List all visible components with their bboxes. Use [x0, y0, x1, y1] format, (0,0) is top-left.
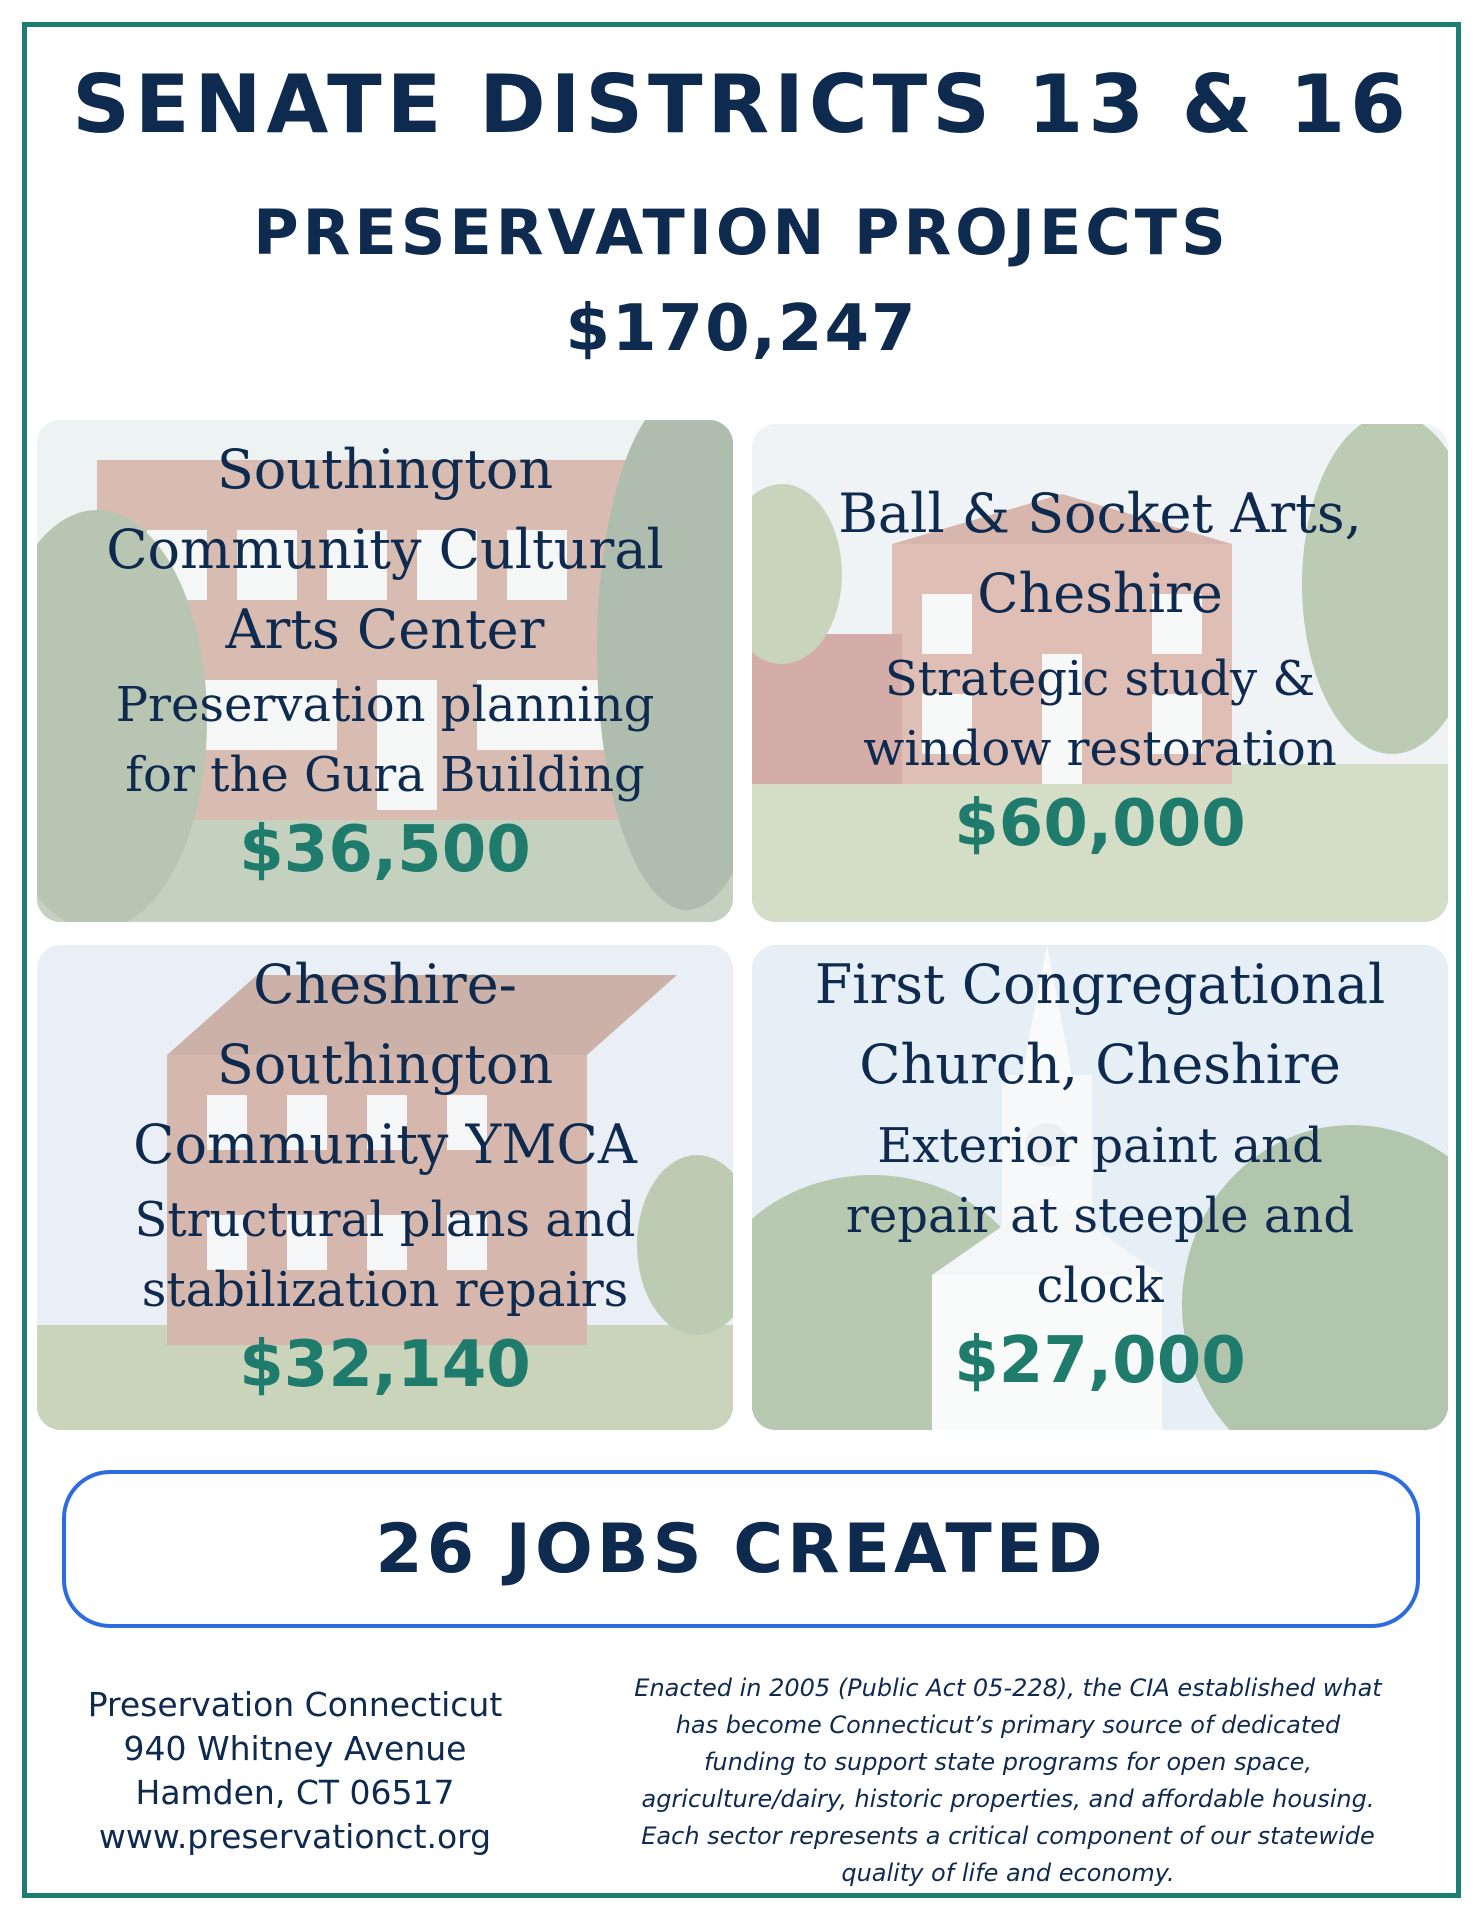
project-name-line: Cheshire: [977, 562, 1223, 625]
city-state-zip: Hamden, CT 06517: [135, 1773, 455, 1812]
project-desc-line: window restoration: [863, 721, 1337, 777]
project-amount: $27,000: [954, 1324, 1246, 1398]
project-name-line: Church, Cheshire: [859, 1033, 1341, 1096]
project-card-ymca: [37, 945, 733, 1430]
project-desc-line: Preservation planning: [115, 677, 655, 733]
project-desc-line: Strategic study &: [884, 651, 1316, 707]
project-desc-line: repair at steeple and: [845, 1188, 1355, 1244]
subtitle-preservation-projects: PRESERVATION PROJECTS: [253, 196, 1230, 269]
project-card-southington: [37, 420, 733, 922]
project-amount: $32,140: [239, 1328, 531, 1402]
project-name-line: Community YMCA: [133, 1113, 637, 1176]
project-desc-line: for the Gura Building: [125, 747, 645, 803]
project-desc-line: stabilization repairs: [141, 1262, 629, 1318]
project-card-first-congregational: [752, 945, 1448, 1430]
blurb-line: quality of life and economy.: [841, 1859, 1175, 1887]
street-address: 940 Whitney Avenue: [123, 1729, 467, 1768]
project-name-line: Southington: [216, 1033, 554, 1096]
project-name-line: First Congregational: [814, 953, 1386, 1016]
project-name-line: Cheshire-: [253, 953, 517, 1016]
blurb-line: Enacted in 2005 (Public Act 05-228), the CIA established what: [634, 1674, 1382, 1702]
project-desc-line: Structural plans and: [134, 1192, 636, 1248]
blurb-line: agriculture/dairy, historic properties, and affordable housing.: [641, 1785, 1375, 1813]
blurb-line: has become Connecticut’s primary source of dedicated: [675, 1711, 1341, 1739]
jobs-created-banner: 26 JOBS CREATED: [62, 1470, 1420, 1628]
organization-name: Preservation Connecticut: [87, 1685, 503, 1724]
cia-description: [578, 1670, 1438, 1892]
project-desc-line: Exterior paint and: [877, 1118, 1323, 1174]
project-card-ball-socket: [752, 424, 1448, 922]
project-amount: $36,500: [239, 813, 531, 887]
project-amount: $60,000: [954, 787, 1246, 861]
blurb-line: funding to support state programs for open space,: [703, 1748, 1313, 1776]
organization-address: [40, 1683, 550, 1859]
project-name-line: Southington: [216, 438, 554, 501]
project-name-line: Ball & Socket Arts,: [838, 482, 1362, 545]
project-name-line: Arts Center: [225, 598, 545, 661]
blurb-line: Each sector represents a critical component of our statewide: [641, 1822, 1375, 1850]
website-link[interactable]: www.preservationct.org: [98, 1817, 492, 1856]
total-amount: $170,247: [565, 292, 918, 366]
project-desc-line: clock: [1036, 1258, 1164, 1314]
title-senate-districts: SENATE DISTRICTS 13 & 16: [72, 58, 1411, 151]
project-name-line: Community Cultural: [106, 518, 664, 581]
